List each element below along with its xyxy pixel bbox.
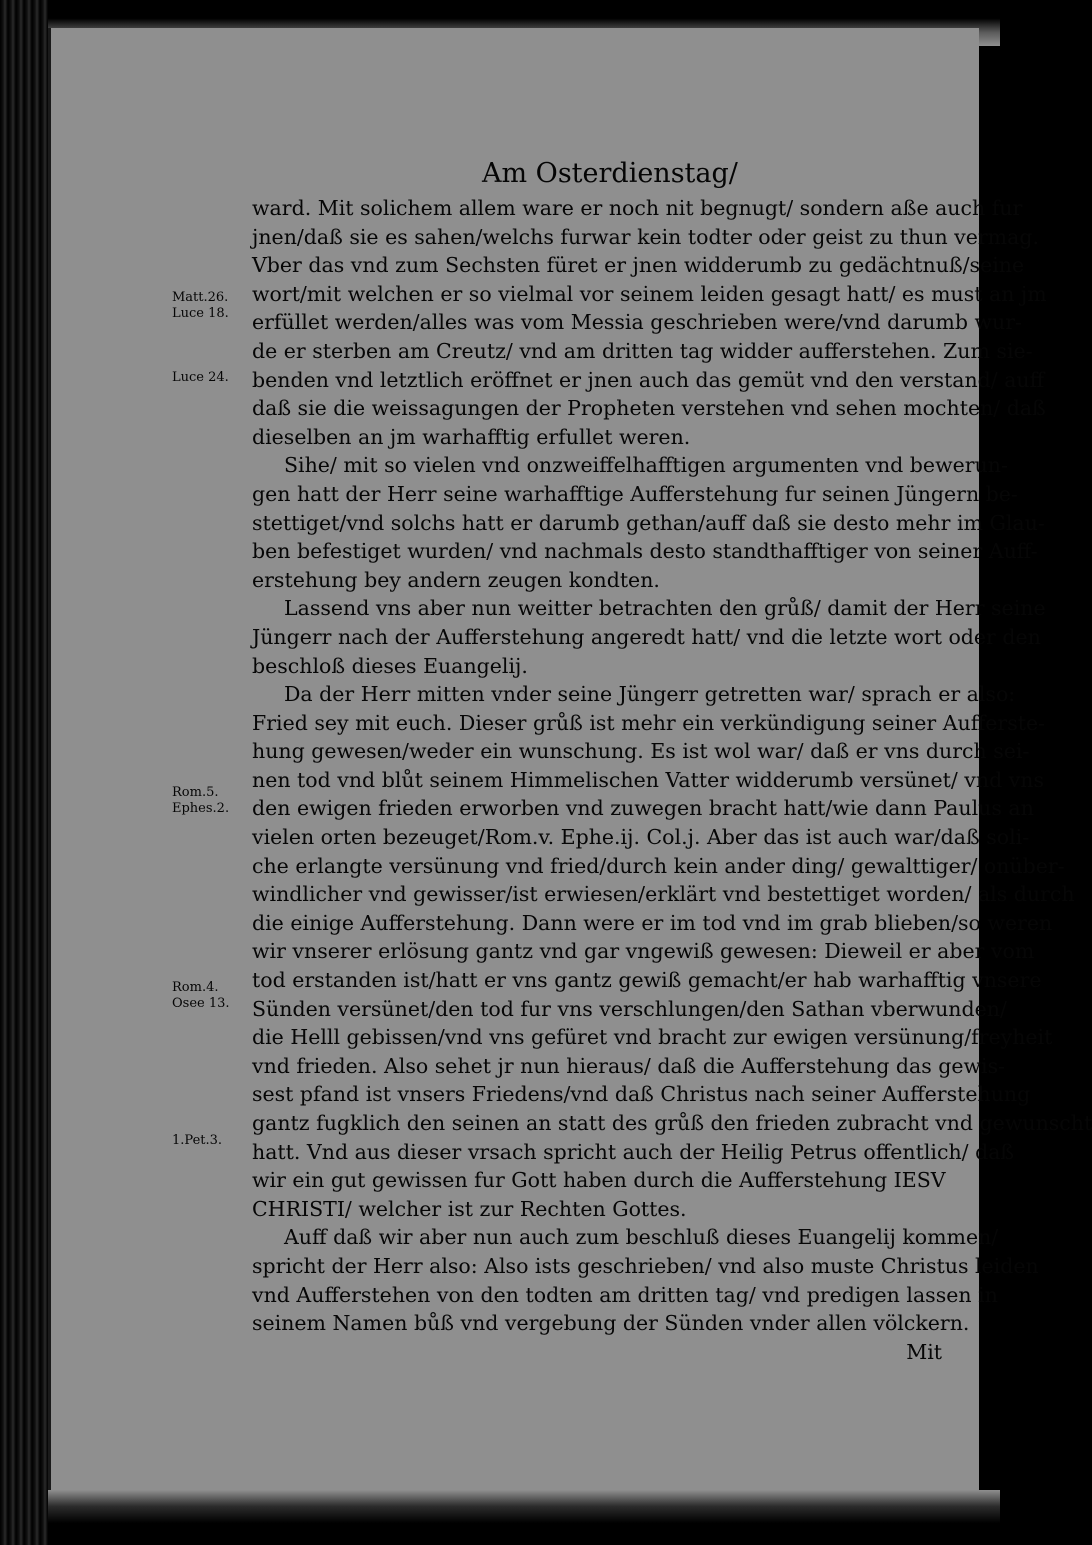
text-line: beschloß dieses Euangelij. (252, 653, 528, 678)
catchword: Mit (906, 1339, 942, 1364)
margin-note (172, 290, 250, 322)
margin-note (172, 980, 250, 1012)
text-line: vnd Aufferstehen von den todten am dritten tag/ vnd predigen lassen in (252, 1282, 998, 1307)
text-line: che erlangte versünung vnd fried/durch kein ander ding/ gewalttiger/ onüber- (252, 853, 1065, 878)
margin-note-line: Luce 24. (172, 370, 229, 385)
text-line: wir ein gut gewissen fur Gott haben durch die Aufferstehung IESV (252, 1168, 946, 1193)
text-line: windlicher vnd gewisser/ist erwiesen/erklärt vnd bestettiget worden/ als durch (252, 882, 1075, 907)
text-line: Sihe/ mit so vielen vnd onzweiffelhafftigen argumenten vnd bewerun- (284, 453, 1008, 478)
text-line: de er sterben am Creutz/ vnd am dritten tag widder aufferstehen. Zum sie- (252, 338, 1033, 363)
text-line: hatt. Vnd aus dieser vrsach spricht auch der Heilig Petrus offentlich/ daß (252, 1139, 1015, 1164)
text-line: Sünden versünet/den tod fur vns verschlungen/den Sathan vberwunden/ (252, 996, 1007, 1021)
text-line: jnen/daß sie es sahen/welchs furwar kein todter oder geist zu thun vermag. (252, 224, 1039, 249)
text-line: nen tod vnd blůt seinem Himmelischen Vatter widderumb versünet/ vnd vns (252, 767, 1045, 792)
text-line: Fried sey mit euch. Dieser grůß ist mehr ein verkündigung seiner Aufferste- (252, 710, 1046, 735)
text-line: wort/mit welchen er so vielmal vor seinem leiden gesagt hatt/ es must an jm (252, 281, 1047, 306)
running-head: Am Osterdienstag/ (482, 158, 738, 189)
main-text (252, 194, 1092, 1366)
text-line: benden vnd letztlich eröffnet er jnen auch das gemüt vnd den verstand/ auff (252, 367, 1045, 392)
text-line: seinem Namen bůß vnd vergebung der Sünden vnder allen völckern. (252, 1311, 970, 1336)
text-line: spricht der Herr also: Also ists geschrieben/ vnd also muste Christus leiden (252, 1253, 1039, 1278)
text-line: gantz fugklich den seinen an statt des grůß den frieden zubracht vnd gewunscht (252, 1111, 1092, 1135)
margin-note (172, 370, 250, 386)
text-line: hung gewesen/weder ein wunschung. Es ist wol war/ daß er vns durch sei- (252, 739, 1030, 764)
text-line: sest pfand ist vnsers Friedens/vnd daß Christus nach seiner Aufferstehung (252, 1082, 1031, 1107)
margin-note-line: Osee 13. (172, 996, 230, 1011)
text-line: CHRISTI/ welcher ist zur Rechten Gottes. (252, 1196, 687, 1221)
text-line: dieselben an jm warhafftig erfullet weren. (252, 424, 691, 449)
margin-note-line: Rom.5. (172, 785, 219, 800)
text-line: vnd frieden. Also sehet jr nun hieraus/ daß die Aufferstehung das gewis- (252, 1053, 1006, 1078)
text-line: den ewigen frieden erworben vnd zuwegen bracht hatt/wie dann Paulus an (252, 796, 1034, 821)
text-line: die Helll gebissen/vnd vns gefüret vnd bracht zur ewigen versünung/freyheit (252, 1025, 1053, 1050)
text-line: vielen orten bezeuget/Rom.v. Ephe.ij. Col.j. Aber das ist auch war/daß soli- (252, 825, 1030, 850)
text-line: Lassend vns aber nun weitter betrachten den grůß/ damit der Herr seine (284, 596, 1046, 621)
text-line: stettiget/vnd solchs hatt er darumb gethan/auff daß sie desto mehr im Glau- (252, 510, 1045, 535)
text-line: erfüllet werden/alles was vom Messia geschrieben were/vnd darumb wur- (252, 310, 1022, 335)
text-line: erstehung bey andern zeugen kondten. (252, 567, 660, 592)
text-line: daß sie die weissagungen der Propheten verstehen vnd sehen mochten/ daß (252, 396, 1046, 421)
margin-note-line: Rom.4. (172, 980, 219, 995)
page-bottom-edge (48, 1490, 1000, 1545)
text-line: Vber das vnd zum Sechsten füret er jnen widderumb zu gedächtnuß/seine (252, 253, 1025, 278)
margin-note (172, 785, 250, 817)
margin-note-line: Luce 18. (172, 306, 229, 321)
margin-note (172, 1133, 250, 1149)
margin-note-line: Matt.26. (172, 290, 229, 305)
text-line: die einige Aufferstehung. Dann were er im tod vnd im grab blieben/so weren (252, 910, 1053, 935)
text-line: wir vnserer erlösung gantz vnd gar vngewiß gewesen: Dieweil er aber vom (252, 939, 1035, 964)
text-line: gen hatt der Herr seine warhafftige Aufferstehung fur seinen Jüngern be- (252, 481, 1018, 506)
text-line: Auff daß wir aber nun auch zum beschluß dieses Euangelij kommen/ (284, 1225, 999, 1250)
text-line: ward. Mit solichem allem ware er noch nit begnugt/ sondern aße auch fur (252, 196, 1023, 220)
text-line: ben befestiget wurden/ vnd nachmals desto standthafftiger von seiner Auff- (252, 539, 1038, 564)
text-line: Jüngerr nach der Aufferstehung angeredt hatt/ vnd die letzte wort oder den (252, 624, 1041, 649)
margin-note-line: 1.Pet.3. (172, 1133, 223, 1148)
text-line: Da der Herr mitten vnder seine Jüngerr getretten war/ sprach er also: (284, 682, 1016, 707)
margin-note-line: Ephes.2. (172, 801, 230, 816)
text-line: tod erstanden ist/hatt er vns gantz gewiß gemacht/er hab warhafftig vnsere (252, 968, 1042, 993)
